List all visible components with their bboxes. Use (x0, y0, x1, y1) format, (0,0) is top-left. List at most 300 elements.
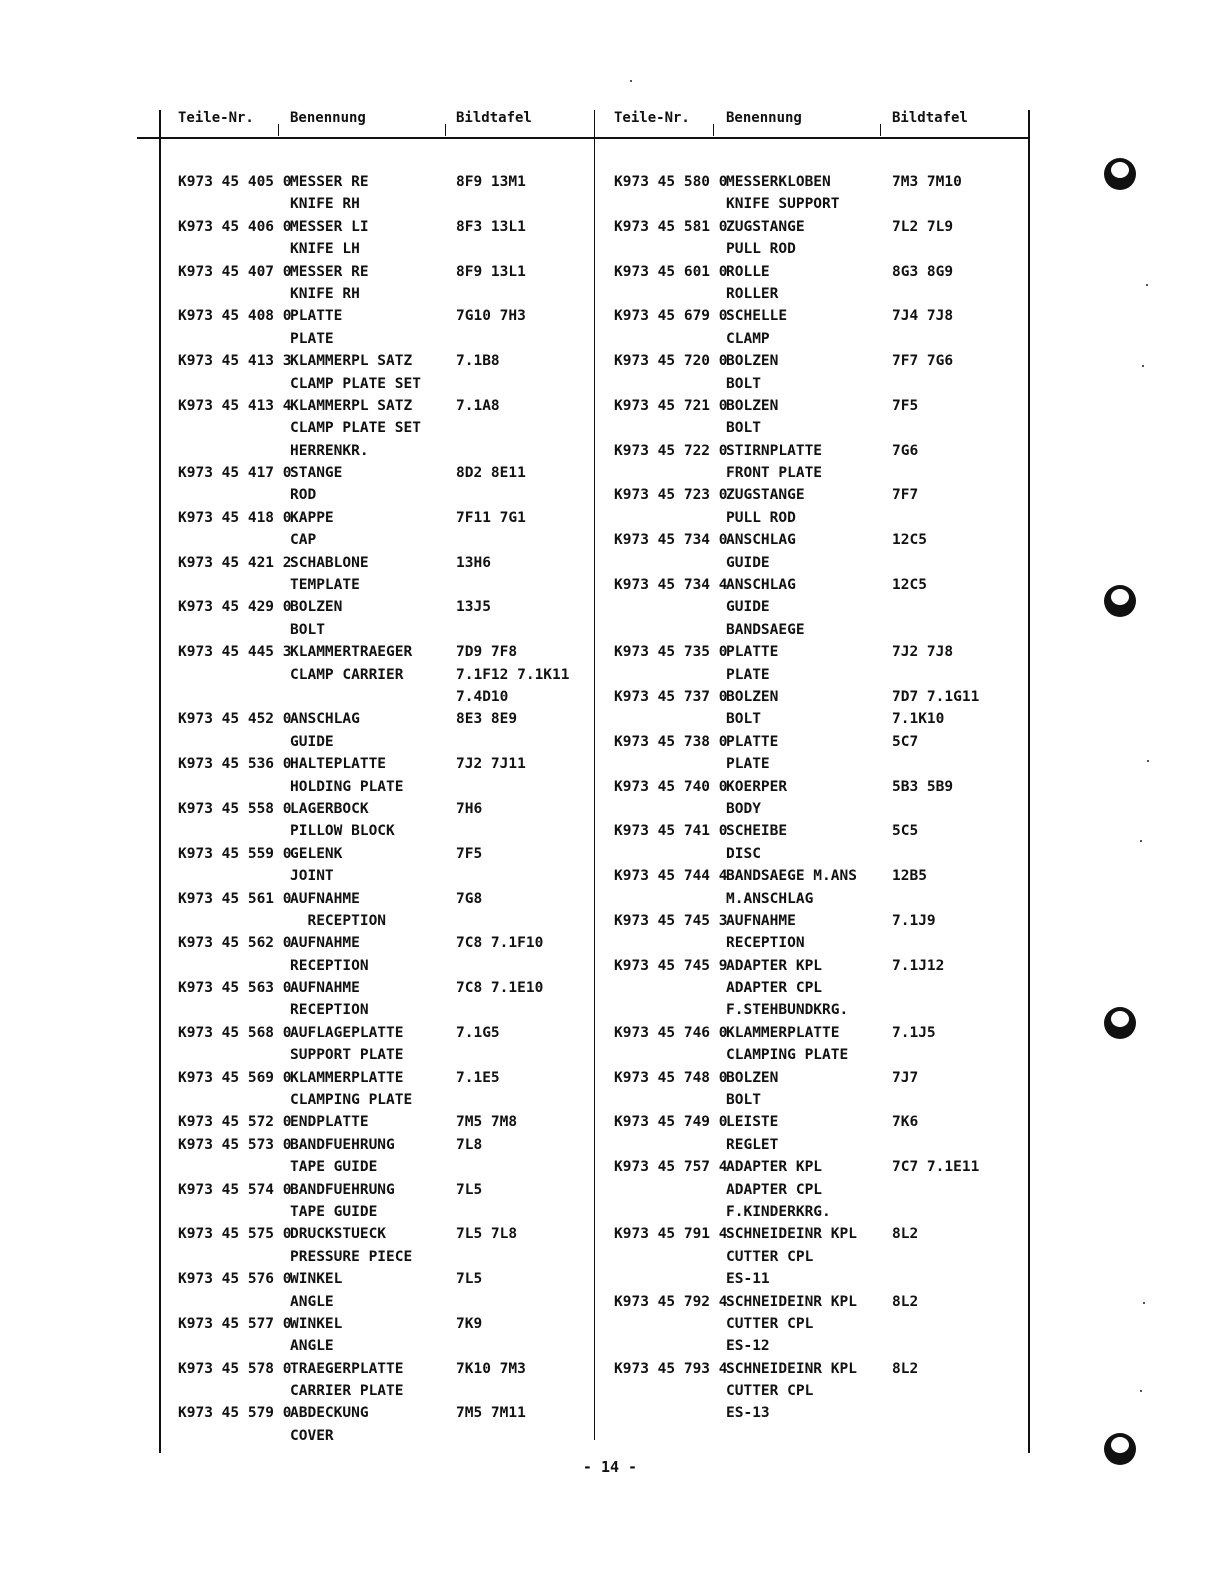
part-name: ES-11 (726, 1271, 770, 1288)
part-name: SCHNEIDEINR KPL (726, 1360, 857, 1377)
table-row (614, 1025, 1024, 1047)
plate-ref: 7K9 (456, 1315, 483, 1332)
page-number: - 14 - (582, 1458, 638, 1476)
table-row (178, 1249, 588, 1271)
part-name: TRAEGERPLATTE (290, 1360, 404, 1377)
part-name: ZUGSTANGE (726, 218, 805, 235)
table-row (178, 756, 588, 778)
part-name: WINKEL (290, 1315, 343, 1332)
part-name: PLATE (290, 330, 334, 347)
part-name: WINKEL (290, 1271, 343, 1288)
plate-ref: 8L2 (892, 1360, 919, 1377)
table-row (614, 958, 1024, 980)
table-row (178, 510, 588, 532)
header-plate-right: Bildtafel (892, 110, 968, 126)
part-name: ROLLE (726, 263, 770, 280)
plate-ref: 7.1A8 (456, 397, 500, 414)
part-name: SCHNEIDEINR KPL (726, 1293, 857, 1310)
part-name: REGLET (726, 1136, 779, 1153)
part-name: PLATE (726, 666, 770, 683)
header-tick (880, 124, 881, 136)
header-tick (278, 124, 279, 136)
part-name: ANSCHLAG (290, 711, 360, 728)
part-number: K973 45 581 0 (614, 218, 728, 235)
part-number: K973 45 721 0 (614, 397, 728, 414)
plate-ref: 7K6 (892, 1114, 919, 1131)
table-row (614, 1137, 1024, 1159)
part-name: ANGLE (290, 1338, 334, 1355)
table-row (178, 465, 588, 487)
table-row (614, 219, 1024, 241)
table-row (614, 1002, 1024, 1024)
part-name: BOLT (726, 375, 761, 392)
plate-ref: 13J5 (456, 599, 491, 616)
part-name: CLAMP PLATE SET (290, 420, 421, 437)
part-number: K973 45 575 0 (178, 1226, 292, 1243)
part-name: PLATTE (290, 308, 343, 325)
part-name: AUFNAHME (290, 935, 360, 952)
table-row (614, 846, 1024, 868)
part-name: KNIFE SUPPORT (726, 196, 840, 213)
part-name: BANDSAEGE M.ANS (726, 868, 857, 885)
plate-ref: 7M3 7M10 (892, 174, 962, 190)
part-name: KOERPER (726, 778, 788, 795)
part-name: STIRNPLATTE (726, 442, 823, 459)
table-row (614, 599, 1024, 621)
part-number: K973 45 741 0 (614, 823, 728, 840)
binder-hole (1104, 158, 1136, 190)
plate-ref: 8L2 (892, 1226, 919, 1243)
table-row (178, 1092, 588, 1114)
table-row (178, 376, 588, 398)
part-number: K973 45 558 0 (178, 800, 292, 817)
part-number: K973 45 562 0 (178, 935, 292, 952)
part-name: KLAMMERPLATTE (290, 1069, 404, 1086)
table-row (178, 1137, 588, 1159)
part-name: CARRIER PLATE (290, 1383, 404, 1400)
part-name: MESSER RE (290, 174, 369, 190)
part-name: BOLZEN (726, 1069, 779, 1086)
part-name: PLATTE (726, 644, 779, 661)
table-row (614, 779, 1024, 801)
part-name: GUIDE (290, 733, 334, 750)
table-row (614, 734, 1024, 756)
table-row (614, 1204, 1024, 1226)
part-number: K973 45 563 0 (178, 980, 292, 997)
part-number: K973 45 793 4 (614, 1360, 728, 1377)
scan-speck (1140, 1390, 1142, 1392)
table-row (178, 196, 588, 218)
plate-ref: 7G8 (456, 890, 483, 907)
table-row (178, 1405, 588, 1427)
table-row (178, 577, 588, 599)
table-row (178, 1338, 588, 1360)
binder-hole (1104, 1433, 1136, 1465)
part-number: K973 45 572 0 (178, 1114, 292, 1131)
part-name: BOLZEN (726, 688, 779, 705)
part-name: PILLOW BLOCK (290, 823, 395, 840)
center-divider (594, 110, 595, 1440)
table-row (178, 331, 588, 353)
table-row (178, 1182, 588, 1204)
plate-ref: 7.1F12 7.1K11 (456, 666, 570, 683)
part-name: KNIFE RH (290, 285, 360, 302)
plate-ref: 7F7 (892, 487, 919, 504)
plate-ref: 7J4 7J8 (892, 308, 954, 325)
part-name: ANGLE (290, 1293, 334, 1310)
table-row (614, 1092, 1024, 1114)
plate-ref: 7.1J9 (892, 912, 936, 929)
table-row (614, 174, 1024, 196)
table-row (614, 667, 1024, 689)
part-name: BOLZEN (726, 353, 779, 370)
plate-ref: 7K10 7M3 (456, 1360, 526, 1377)
table-row (614, 398, 1024, 420)
part-name: M.ANSCHLAG (726, 890, 814, 907)
header-tick (713, 124, 714, 136)
part-number: K973 45 574 0 (178, 1181, 292, 1198)
table-row (614, 241, 1024, 263)
table-row (614, 913, 1024, 935)
table-row (614, 286, 1024, 308)
part-name: BODY (726, 800, 761, 817)
part-name: PRESSURE PIECE (290, 1248, 413, 1265)
scan-speck (1140, 840, 1142, 842)
table-row (614, 443, 1024, 465)
table-row (614, 196, 1024, 218)
part-number: K973 45 723 0 (614, 487, 728, 504)
part-number: K973 45 536 0 (178, 756, 292, 773)
part-name: MESSERKLOBEN (726, 174, 831, 190)
plate-ref: 7F11 7G1 (456, 509, 526, 526)
table-row (178, 286, 588, 308)
table-row (178, 1204, 588, 1226)
part-number: K973 45 559 0 (178, 845, 292, 862)
table-row (178, 219, 588, 241)
part-name: PLATE (726, 756, 770, 773)
plate-ref: 7L8 (456, 1136, 483, 1153)
table-row (178, 913, 588, 935)
part-number: K973 45 720 0 (614, 353, 728, 370)
part-name: F.STEHBUNDKRG. (726, 1002, 849, 1019)
table-row (614, 376, 1024, 398)
plate-ref: 7C8 7.1F10 (456, 935, 544, 952)
scan-speck (1142, 365, 1144, 367)
part-name: MESSER LI (290, 218, 369, 235)
table-row (614, 555, 1024, 577)
table-row (614, 1338, 1024, 1360)
table-row (178, 868, 588, 890)
part-name: CLAMPING PLATE (290, 1092, 413, 1109)
part-number: K973 45 429 0 (178, 599, 292, 616)
part-number: K973 45 561 0 (178, 890, 292, 907)
part-number: K973 45 722 0 (614, 442, 728, 459)
part-name: SCHABLONE (290, 554, 369, 571)
table-row (178, 1294, 588, 1316)
part-number: K973 45 417 0 (178, 465, 292, 482)
part-name: ADAPTER KPL (726, 1159, 823, 1176)
table-row (178, 1070, 588, 1092)
table-row (614, 331, 1024, 353)
header-name-left: Benennung (290, 110, 366, 126)
part-name: AUFNAHME (290, 980, 360, 997)
part-name: KLAMMERPLATTE (726, 1024, 840, 1041)
table-row (178, 1226, 588, 1248)
table-row (178, 1025, 588, 1047)
table-row (614, 1361, 1024, 1383)
scan-speck (1146, 284, 1148, 286)
plate-ref: 12C5 (892, 577, 927, 594)
part-name: KNIFE RH (290, 196, 360, 213)
table-row (178, 801, 588, 823)
part-name: AUFNAHME (726, 912, 796, 929)
table-row (614, 1316, 1024, 1338)
part-name: SCHEIBE (726, 823, 788, 840)
table-row (614, 1182, 1024, 1204)
plate-ref: 12C5 (892, 532, 927, 549)
part-number: K973 45 740 0 (614, 778, 728, 795)
table-row (178, 891, 588, 913)
part-name: BOLZEN (726, 397, 779, 414)
plate-ref: 7L5 (456, 1271, 483, 1288)
part-name: CAP (290, 532, 317, 549)
part-name: CLAMP (726, 330, 770, 347)
part-number: K973 45 745 9 (614, 957, 728, 974)
part-number: K973 45 405 0 (178, 174, 292, 190)
part-number: K973 45 445 3 (178, 644, 292, 661)
plate-ref: 8G3 8G9 (892, 263, 954, 280)
plate-ref: 7.1B8 (456, 353, 500, 370)
header-tick (445, 124, 446, 136)
plate-ref: 7D9 7F8 (456, 644, 518, 661)
table-row (614, 689, 1024, 711)
part-number: K973 45 580 0 (614, 174, 728, 190)
part-name: ADAPTER CPL (726, 980, 823, 997)
part-number: K973 45 569 0 (178, 1069, 292, 1086)
table-row (614, 1383, 1024, 1405)
table-row (178, 398, 588, 420)
part-name: ENDPLATTE (290, 1114, 369, 1131)
plate-ref: 7F5 (456, 845, 483, 862)
part-name: PULL ROD (726, 509, 796, 526)
part-name: KLAMMERPL SATZ (290, 397, 413, 414)
part-name: ADAPTER KPL (726, 957, 823, 974)
table-row (614, 711, 1024, 733)
part-name: BOLT (726, 711, 761, 728)
table-row (614, 622, 1024, 644)
right-parts-column (614, 174, 1024, 1428)
table-row (614, 510, 1024, 532)
part-name: HALTEPLATTE (290, 756, 387, 773)
part-number: K973 45 576 0 (178, 1271, 292, 1288)
part-number: K973 45 745 3 (614, 912, 728, 929)
part-name: MESSER RE (290, 263, 369, 280)
table-row (614, 308, 1024, 330)
part-number: K973 45 734 0 (614, 532, 728, 549)
plate-ref: 7J2 7J11 (456, 756, 526, 773)
part-name: BOLZEN (290, 599, 343, 616)
left-border (159, 110, 161, 1453)
part-name: LAGERBOCK (290, 800, 369, 817)
part-name: ANSCHLAG (726, 577, 796, 594)
part-number: K973 45 744 4 (614, 868, 728, 885)
part-name: GUIDE (726, 599, 770, 616)
plate-ref: 5C5 (892, 823, 919, 840)
part-name: FRONT PLATE (726, 465, 823, 482)
part-number: K973 45 407 0 (178, 263, 292, 280)
part-name: PULL ROD (726, 241, 796, 258)
plate-ref: 7L5 7L8 (456, 1226, 518, 1243)
table-row (614, 1159, 1024, 1181)
binder-hole (1104, 585, 1136, 617)
part-number: K973 45 413 3 (178, 353, 292, 370)
part-number: K973 45 577 0 (178, 1315, 292, 1332)
part-number: K973 45 757 4 (614, 1159, 728, 1176)
plate-ref: 13H6 (456, 554, 491, 571)
part-name: DISC (726, 845, 761, 862)
header-plate-left: Bildtafel (456, 110, 532, 126)
part-name: TAPE GUIDE (290, 1159, 378, 1176)
part-name: RECEPTION (290, 957, 369, 974)
table-row (178, 1383, 588, 1405)
table-row (178, 644, 588, 666)
table-row (178, 711, 588, 733)
table-row (178, 1002, 588, 1024)
part-number: K973 45 406 0 (178, 218, 292, 235)
plate-ref: 5B3 5B9 (892, 778, 954, 795)
part-name: DRUCKSTUECK (290, 1226, 387, 1243)
right-border (1028, 110, 1030, 1453)
part-name: AUFLAGEPLATTE (290, 1024, 404, 1041)
table-row (178, 1271, 588, 1293)
table-row (178, 1114, 588, 1136)
part-name: PLATTE (726, 733, 779, 750)
part-name: KAPPE (290, 509, 334, 526)
table-row (614, 980, 1024, 1002)
table-row (614, 1047, 1024, 1069)
part-number: K973 45 568 0 (178, 1024, 292, 1041)
part-number: K973 45 746 0 (614, 1024, 728, 1041)
table-row (178, 1428, 588, 1450)
part-name: ROD (290, 487, 317, 504)
table-row (178, 958, 588, 980)
part-number: K973 45 573 0 (178, 1136, 292, 1153)
plate-ref: 7.1K10 (892, 711, 945, 728)
plate-ref: 7J2 7J8 (892, 644, 954, 661)
scan-speck (1143, 1302, 1145, 1304)
table-row (178, 264, 588, 286)
part-number: K973 45 734 4 (614, 577, 728, 594)
table-row (178, 487, 588, 509)
table-row (178, 622, 588, 644)
plate-ref: 7J7 (892, 1069, 919, 1086)
table-row (614, 756, 1024, 778)
table-row (178, 555, 588, 577)
table-row (178, 734, 588, 756)
table-row (614, 891, 1024, 913)
plate-ref: 8F9 13M1 (456, 174, 526, 190)
table-row (614, 465, 1024, 487)
plate-ref: 7M5 7M8 (456, 1114, 518, 1131)
plate-ref: 5C7 (892, 733, 919, 750)
part-name: ABDECKUNG (290, 1405, 369, 1422)
part-name: SUPPORT PLATE (290, 1047, 404, 1064)
plate-ref: 7L2 7L9 (892, 218, 954, 235)
header-underline (137, 137, 1030, 139)
table-row (178, 599, 588, 621)
part-number: K973 45 408 0 (178, 308, 292, 325)
table-row (178, 1047, 588, 1069)
plate-ref: 7.1E5 (456, 1069, 500, 1086)
part-name: ES-13 (726, 1405, 770, 1422)
table-row (614, 868, 1024, 890)
part-name: CLAMP CARRIER (290, 666, 404, 683)
scan-speck (630, 80, 632, 82)
table-row (178, 532, 588, 554)
table-row (614, 353, 1024, 375)
part-number: K973 45 735 0 (614, 644, 728, 661)
part-name: BOLT (726, 420, 761, 437)
part-name: ANSCHLAG (726, 532, 796, 549)
table-row (178, 420, 588, 442)
table-row (178, 443, 588, 465)
table-row (178, 980, 588, 1002)
plate-ref: 8E3 8E9 (456, 711, 518, 728)
table-row (178, 1316, 588, 1338)
part-number: K973 45 601 0 (614, 263, 728, 280)
table-row (614, 1294, 1024, 1316)
table-row (178, 353, 588, 375)
part-name: BANDFUEHRUNG (290, 1136, 395, 1153)
plate-ref: 7H6 (456, 800, 483, 817)
table-row (614, 823, 1024, 845)
part-name: SCHNEIDEINR KPL (726, 1226, 857, 1243)
part-name: F.KINDERKRG. (726, 1203, 831, 1220)
part-name: KLAMMERPL SATZ (290, 353, 413, 370)
part-name: ADAPTER CPL (726, 1181, 823, 1198)
part-name: GELENK (290, 845, 343, 862)
table-row (614, 532, 1024, 554)
part-name: CLAMP PLATE SET (290, 375, 421, 392)
table-row (178, 308, 588, 330)
table-row (178, 241, 588, 263)
table-row (614, 1271, 1024, 1293)
table-row (614, 420, 1024, 442)
table-row (178, 779, 588, 801)
plate-ref: 12B5 (892, 868, 927, 885)
part-name: JOINT (290, 868, 334, 885)
part-name: RECEPTION (290, 1002, 369, 1019)
part-name: CLAMPING PLATE (726, 1047, 849, 1064)
plate-ref: 7.1J12 (892, 957, 945, 974)
table-row (614, 1070, 1024, 1092)
header-part-no-left: Teile-Nr. (178, 110, 254, 126)
part-name: ES-12 (726, 1338, 770, 1355)
left-parts-column (178, 174, 588, 1450)
table-row (614, 1114, 1024, 1136)
part-number: K973 45 738 0 (614, 733, 728, 750)
plate-ref: 7C7 7.1E11 (892, 1159, 980, 1176)
table-row (614, 1249, 1024, 1271)
part-number: K973 45 418 0 (178, 509, 292, 526)
part-number: K973 45 413 4 (178, 397, 292, 414)
table-row (178, 1159, 588, 1181)
part-name: RECEPTION (290, 912, 387, 929)
part-name: BOLT (290, 621, 325, 638)
table-row (614, 577, 1024, 599)
part-number: K973 45 421 2 (178, 554, 292, 571)
plate-ref: 8L2 (892, 1293, 919, 1310)
